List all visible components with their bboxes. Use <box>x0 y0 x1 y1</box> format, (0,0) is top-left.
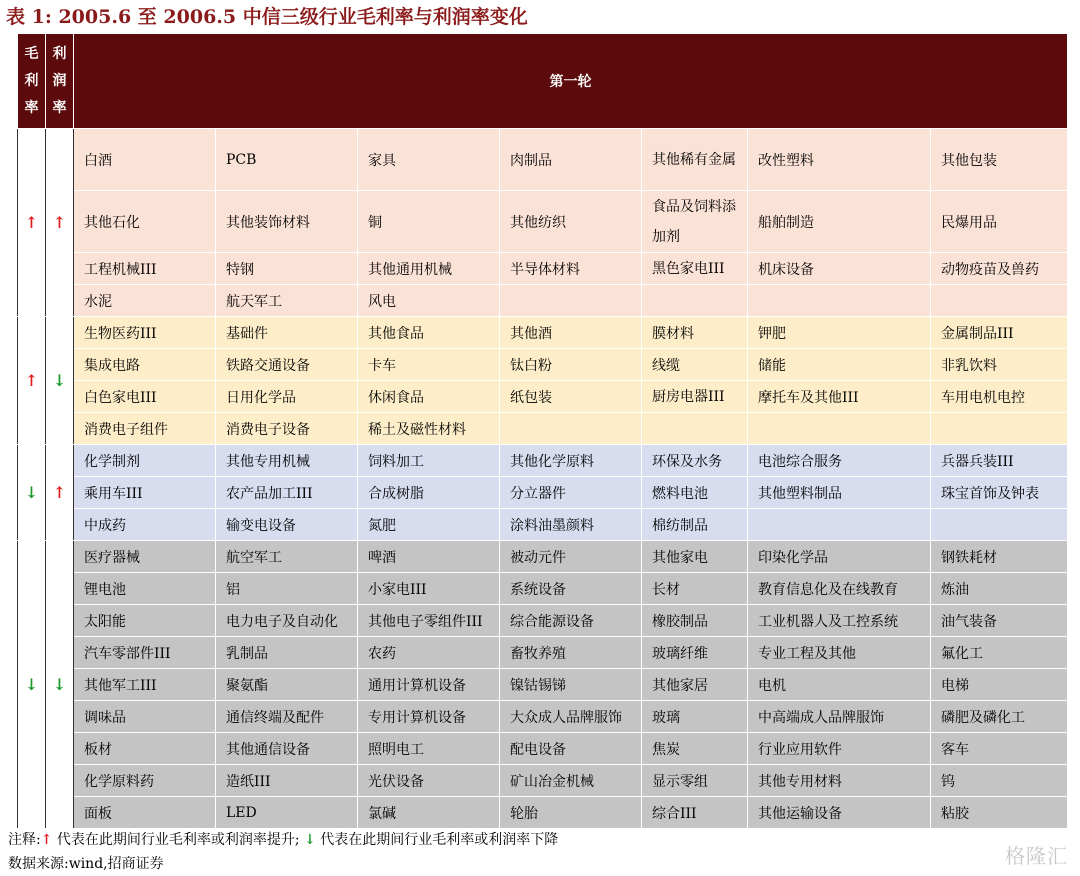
note-down-text: 代表在此期间行业毛利率或利润率下降 <box>320 832 559 848</box>
industry-cell: 船舶制造 <box>748 191 931 253</box>
table-row <box>18 573 1068 605</box>
industry-cell: 白酒 <box>74 129 216 191</box>
industry-cell: 半导体材料 <box>500 253 642 285</box>
industry-cell: 其他酒 <box>500 317 642 349</box>
industry-cell: 钾肥 <box>748 317 931 349</box>
industry-cell: 钨 <box>931 765 1068 797</box>
industry-cell: 炼油 <box>931 573 1068 605</box>
industry-cell: 其他包装 <box>931 129 1068 191</box>
industry-cell <box>500 285 642 317</box>
table-row <box>18 765 1068 797</box>
industry-cell: 铁路交通设备 <box>216 349 358 381</box>
industry-cell: 其他电子零组件III <box>358 605 500 637</box>
industry-cell: 通信终端及配件 <box>216 701 358 733</box>
industry-cell: 畜牧养殖 <box>500 637 642 669</box>
industry-cell: 其他纺织 <box>500 191 642 253</box>
industry-cell: 特钢 <box>216 253 358 285</box>
industry-cell: 分立器件 <box>500 477 642 509</box>
header-round: 第一轮 <box>74 34 1068 129</box>
gross-margin-arrow-icon: ↑ <box>18 129 46 317</box>
industry-cell: 涂料油墨颜料 <box>500 509 642 541</box>
industry-cell: 线缆 <box>642 349 748 381</box>
legend-note <box>8 828 558 852</box>
industry-cell: 化学制剂 <box>74 445 216 477</box>
industry-cell: 纸包装 <box>500 381 642 413</box>
industry-cell: 改性塑料 <box>748 129 931 191</box>
header-gross-margin: 毛 利 率 <box>18 34 46 129</box>
gross-margin-arrow-icon: ↓ <box>18 541 46 829</box>
industry-cell: 其他专用材料 <box>748 765 931 797</box>
note-prefix: 注释: <box>8 832 41 848</box>
industry-cell: 风电 <box>358 285 500 317</box>
table-row <box>18 797 1068 829</box>
industry-cell: 消费电子设备 <box>216 413 358 445</box>
industry-cell: 行业应用软件 <box>748 733 931 765</box>
table-row <box>18 253 1068 285</box>
industry-cell: 珠宝首饰及钟表 <box>931 477 1068 509</box>
table-row <box>18 349 1068 381</box>
industry-cell: 摩托车及其他III <box>748 381 931 413</box>
industry-cell: 玻璃纤维 <box>642 637 748 669</box>
industry-cell: 氯碱 <box>358 797 500 829</box>
industry-cell: 休闲食品 <box>358 381 500 413</box>
industry-cell: 厨房电器III <box>642 381 748 413</box>
industry-cell: 汽车零部件III <box>74 637 216 669</box>
industry-cell: 太阳能 <box>74 605 216 637</box>
industry-cell: 其他军工III <box>74 669 216 701</box>
industry-cell: 兵器兵装III <box>931 445 1068 477</box>
gross-margin-arrow-icon: ↑ <box>18 317 46 445</box>
industry-cell: 电机 <box>748 669 931 701</box>
industry-cell: 卡车 <box>358 349 500 381</box>
table-row <box>18 191 1068 253</box>
data-source: 数据来源:wind,招商证券 <box>8 856 164 872</box>
industry-cell: 造纸III <box>216 765 358 797</box>
industry-cell: 其他化学原料 <box>500 445 642 477</box>
industry-cell: 工程机械III <box>74 253 216 285</box>
profit-margin-arrow-icon: ↓ <box>46 541 74 829</box>
industry-cell: 其他装饰材料 <box>216 191 358 253</box>
industry-cell: 电力电子及自动化 <box>216 605 358 637</box>
industry-cell: 矿山冶金机械 <box>500 765 642 797</box>
header-profit-margin: 利 润 率 <box>46 34 74 129</box>
industry-cell: 玻璃 <box>642 701 748 733</box>
industry-cell: 膜材料 <box>642 317 748 349</box>
industry-cell: 动物疫苗及兽药 <box>931 253 1068 285</box>
industry-cell <box>500 413 642 445</box>
table-row <box>18 317 1068 349</box>
table-row <box>18 129 1068 191</box>
industry-cell: 电池综合服务 <box>748 445 931 477</box>
industry-cell: 农药 <box>358 637 500 669</box>
industry-cell: 教育信息化及在线教育 <box>748 573 931 605</box>
table-row <box>18 477 1068 509</box>
industry-cell: 粘胶 <box>931 797 1068 829</box>
industry-cell: 钛白粉 <box>500 349 642 381</box>
industry-cell: 其他专用机械 <box>216 445 358 477</box>
industry-cell: 客车 <box>931 733 1068 765</box>
industry-cell: 电梯 <box>931 669 1068 701</box>
industry-cell: 非乳饮料 <box>931 349 1068 381</box>
industry-cell: 轮胎 <box>500 797 642 829</box>
industry-cell: 金属制品III <box>931 317 1068 349</box>
industry-cell: 棉纺制品 <box>642 509 748 541</box>
industry-cell: 环保及水务 <box>642 445 748 477</box>
industry-cell <box>748 509 931 541</box>
notes <box>8 828 558 876</box>
profit-margin-arrow-icon: ↓ <box>46 317 74 445</box>
industry-cell: 白色家电III <box>74 381 216 413</box>
industry-cell: 橡胶制品 <box>642 605 748 637</box>
industry-cell <box>931 509 1068 541</box>
industry-cell: 输变电设备 <box>216 509 358 541</box>
industry-cell: 其他家电 <box>642 541 748 573</box>
industry-cell: 民爆用品 <box>931 191 1068 253</box>
industry-cell: 生物医药III <box>74 317 216 349</box>
industry-cell: LED <box>216 797 358 829</box>
industry-cell: 焦炭 <box>642 733 748 765</box>
industry-cell: 储能 <box>748 349 931 381</box>
industry-cell: 医疗器械 <box>74 541 216 573</box>
industry-cell: 油气装备 <box>931 605 1068 637</box>
industry-cell: 其他塑料制品 <box>748 477 931 509</box>
industry-cell: 面板 <box>74 797 216 829</box>
table-row <box>18 285 1068 317</box>
industry-cell: 饲料加工 <box>358 445 500 477</box>
industry-cell: 综合III <box>642 797 748 829</box>
industry-cell: 其他运输设备 <box>748 797 931 829</box>
industry-cell: 铜 <box>358 191 500 253</box>
industry-cell: 家具 <box>358 129 500 191</box>
industry-cell: 磷肥及磷化工 <box>931 701 1068 733</box>
industry-cell: 车用电机电控 <box>931 381 1068 413</box>
industry-cell: 板材 <box>74 733 216 765</box>
table-row <box>18 541 1068 573</box>
gross-margin-arrow-icon: ↓ <box>18 445 46 541</box>
industry-cell: 其他通用机械 <box>358 253 500 285</box>
industry-cell: 专用计算机设备 <box>358 701 500 733</box>
industry-cell: 铝 <box>216 573 358 605</box>
table-row <box>18 637 1068 669</box>
industry-cell: 长材 <box>642 573 748 605</box>
industry-cell: 综合能源设备 <box>500 605 642 637</box>
industry-cell: 镍钴锡锑 <box>500 669 642 701</box>
industry-cell: 水泥 <box>74 285 216 317</box>
table-row <box>18 605 1068 637</box>
table-row <box>18 381 1068 413</box>
table-row <box>18 445 1068 477</box>
industry-cell: 光伏设备 <box>358 765 500 797</box>
table-row <box>18 413 1068 445</box>
industry-cell: 消费电子组件 <box>74 413 216 445</box>
industry-cell: 黑色家电III <box>642 253 748 285</box>
industry-cell: 照明电工 <box>358 733 500 765</box>
note-up-text: 代表在此期间行业毛利率或利润率提升; <box>56 832 300 848</box>
industry-cell: 其他石化 <box>74 191 216 253</box>
industry-cell: 氮肥 <box>358 509 500 541</box>
industry-cell: 调味品 <box>74 701 216 733</box>
industry-cell: 小家电III <box>358 573 500 605</box>
industry-cell: 燃料电池 <box>642 477 748 509</box>
table-row <box>18 669 1068 701</box>
table-row <box>18 701 1068 733</box>
industry-cell: PCB <box>216 129 358 191</box>
industry-cell: 工业机器人及工控系统 <box>748 605 931 637</box>
industry-cell: 被动元件 <box>500 541 642 573</box>
industry-cell: 其他家居 <box>642 669 748 701</box>
industry-cell: 大众成人品牌服饰 <box>500 701 642 733</box>
industry-cell: 通用计算机设备 <box>358 669 500 701</box>
industry-cell: 钢铁耗材 <box>931 541 1068 573</box>
industry-cell <box>931 285 1068 317</box>
industry-cell: 中成药 <box>74 509 216 541</box>
industry-cell: 合成树脂 <box>358 477 500 509</box>
industry-cell <box>748 285 931 317</box>
industry-cell: 专业工程及其他 <box>748 637 931 669</box>
industry-cell: 化学原料药 <box>74 765 216 797</box>
industry-cell: 乳制品 <box>216 637 358 669</box>
industry-cell: 锂电池 <box>74 573 216 605</box>
industry-cell: 机床设备 <box>748 253 931 285</box>
watermark-logo: 格隆汇 <box>1005 844 1068 868</box>
profit-margin-arrow-icon: ↑ <box>46 129 74 317</box>
industry-cell: 航空军工 <box>216 541 358 573</box>
industry-cell: 显示零组 <box>642 765 748 797</box>
table-row <box>18 733 1068 765</box>
industry-cell <box>748 413 931 445</box>
table-row <box>18 509 1068 541</box>
profit-margin-arrow-icon: ↑ <box>46 445 74 541</box>
industry-cell: 中高端成人品牌服饰 <box>748 701 931 733</box>
industry-cell: 乘用车III <box>74 477 216 509</box>
industry-cell: 稀土及磁性材料 <box>358 413 500 445</box>
industry-cell: 其他通信设备 <box>216 733 358 765</box>
industry-cell: 食品及饲料添加剂 <box>642 191 748 253</box>
industry-cell: 系统设备 <box>500 573 642 605</box>
industry-cell: 集成电路 <box>74 349 216 381</box>
industry-cell: 农产品加工III <box>216 477 358 509</box>
industry-cell: 聚氨酯 <box>216 669 358 701</box>
industry-cell <box>642 285 748 317</box>
industry-cell: 啤酒 <box>358 541 500 573</box>
down-arrow-icon: ↓ <box>304 832 316 848</box>
industry-cell: 其他食品 <box>358 317 500 349</box>
industry-cell: 印染化学品 <box>748 541 931 573</box>
industry-cell: 配电设备 <box>500 733 642 765</box>
industry-table <box>17 33 1068 829</box>
industry-cell: 肉制品 <box>500 129 642 191</box>
table-title: 表 1: 2005.6 至 2006.5 中信三级行业毛利率与利润率变化 <box>6 6 528 28</box>
industry-cell <box>642 413 748 445</box>
industry-cell <box>931 413 1068 445</box>
industry-cell: 其他稀有金属 <box>642 129 748 191</box>
industry-cell: 氟化工 <box>931 637 1068 669</box>
industry-cell: 基础件 <box>216 317 358 349</box>
industry-cell: 航天军工 <box>216 285 358 317</box>
up-arrow-icon: ↑ <box>40 832 53 848</box>
industry-cell: 日用化学品 <box>216 381 358 413</box>
